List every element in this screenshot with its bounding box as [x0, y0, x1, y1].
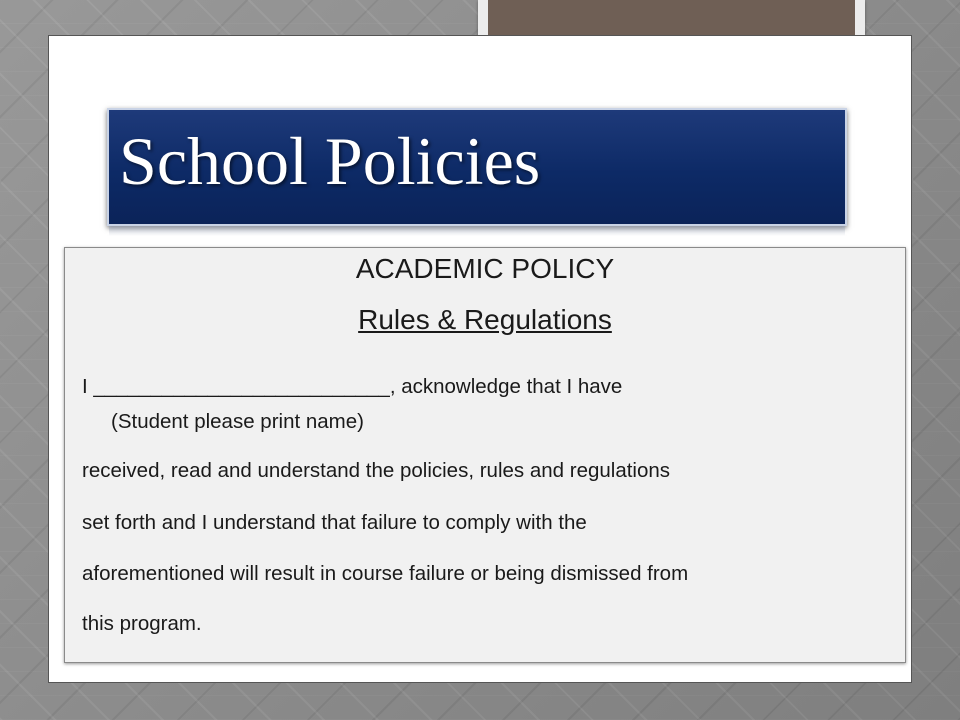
body-line: this program.	[82, 612, 202, 635]
name-hint: (Student please print name)	[111, 410, 364, 433]
body-line: aforementioned will result in course failure or being dismissed from	[82, 562, 689, 585]
policy-subheading: Rules & Regulations	[358, 304, 612, 335]
body-line: received, read and understand the policies, rules and regulations	[82, 459, 671, 482]
body-line: set forth and I understand that failure to comply with the	[82, 511, 587, 534]
policy-heading: ACADEMIC POLICY	[355, 253, 615, 284]
acknowledgement-line: I __________________________, acknowledge that I have	[82, 375, 623, 398]
slide-title: School Policies	[119, 123, 541, 199]
